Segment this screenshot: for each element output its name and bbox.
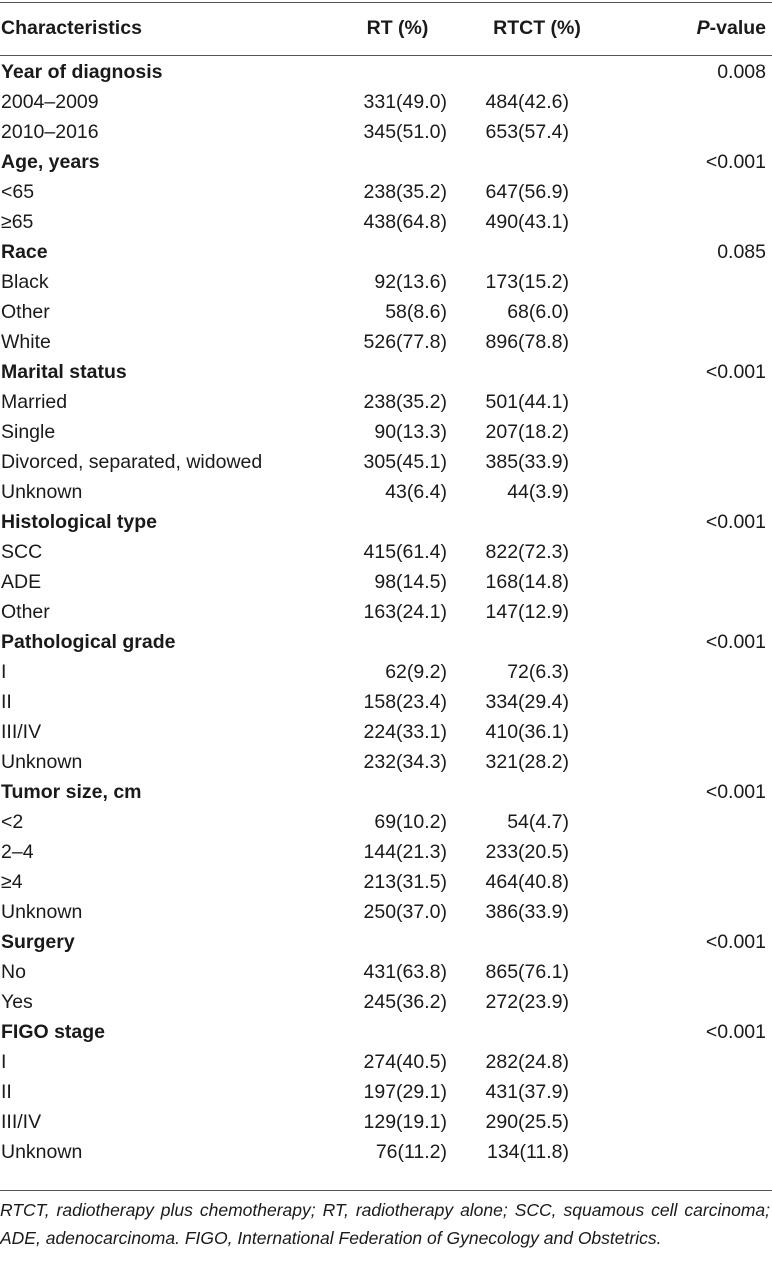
rt-value bbox=[336, 237, 459, 267]
table-row bbox=[0, 387, 772, 417]
rtct-value: 321(28.2) bbox=[485, 750, 569, 773]
row-label: Age, years bbox=[1, 150, 100, 173]
rtct-value bbox=[459, 927, 615, 957]
rtct-value bbox=[459, 507, 615, 537]
rtct-value: 134(11.8) bbox=[486, 1140, 569, 1163]
row-label: 2004–2009 bbox=[1, 90, 99, 113]
rtct-value bbox=[459, 55, 615, 87]
p-value bbox=[615, 597, 772, 627]
p-value bbox=[615, 117, 772, 147]
p-value: <0.001 bbox=[705, 930, 766, 953]
rt-value: 197(29.1) bbox=[363, 1080, 447, 1103]
table-row bbox=[0, 207, 772, 237]
rtct-value: 54(4.7) bbox=[507, 810, 569, 833]
rtct-value: 334(29.4) bbox=[485, 690, 569, 713]
rt-value: 58(8.6) bbox=[385, 300, 447, 323]
p-value bbox=[615, 747, 772, 777]
row-label: SCC bbox=[1, 540, 43, 563]
table-row bbox=[0, 837, 772, 867]
rt-value bbox=[336, 627, 459, 657]
p-value bbox=[615, 1077, 772, 1107]
p-value bbox=[615, 1137, 772, 1167]
row-label: 2–4 bbox=[1, 840, 34, 863]
rtct-value: 168(14.8) bbox=[485, 570, 569, 593]
rt-value: 238(35.2) bbox=[363, 390, 447, 413]
row-label: Surgery bbox=[1, 930, 75, 953]
table-row bbox=[0, 957, 772, 987]
table-row bbox=[0, 747, 772, 777]
table-row bbox=[0, 117, 772, 147]
p-value: 0.008 bbox=[717, 60, 766, 83]
rt-value: 43(6.4) bbox=[385, 480, 447, 503]
rtct-value bbox=[459, 237, 615, 267]
row-label: 2010–2016 bbox=[1, 120, 99, 143]
table-row bbox=[0, 477, 772, 507]
rt-value: 250(37.0) bbox=[363, 900, 447, 923]
p-value bbox=[615, 537, 772, 567]
section-row bbox=[0, 147, 772, 177]
row-label: I bbox=[1, 660, 7, 683]
rtct-value bbox=[459, 147, 615, 177]
row-label: Other bbox=[1, 300, 50, 323]
table-footnote: RTCT, radiotherapy plus chemotherapy; RT, radiotherapy alone; SCC, squamous cell carcinoma; ADE, adenocarcinoma. FIGO, International Federation of Gynecology and Obstetrics. bbox=[0, 1200, 770, 1248]
rt-value: 526(77.8) bbox=[363, 330, 447, 353]
rtct-value bbox=[459, 357, 615, 387]
p-value bbox=[615, 717, 772, 747]
row-label: Unknown bbox=[1, 480, 83, 503]
p-value bbox=[615, 687, 772, 717]
rt-value: 305(45.1) bbox=[363, 450, 447, 473]
table-row bbox=[0, 447, 772, 477]
row-label: Yes bbox=[1, 990, 33, 1013]
row-label: III/IV bbox=[1, 720, 42, 743]
table-row bbox=[0, 687, 772, 717]
rt-value bbox=[336, 927, 459, 957]
section-row bbox=[0, 627, 772, 657]
row-label: ADE bbox=[1, 570, 42, 593]
rtct-value: 501(44.1) bbox=[485, 390, 569, 413]
p-value bbox=[615, 807, 772, 837]
p-value bbox=[615, 657, 772, 687]
p-value bbox=[615, 387, 772, 417]
table-body bbox=[0, 55, 772, 1167]
row-label: Race bbox=[1, 240, 48, 263]
rtct-value: 865(76.1) bbox=[485, 960, 569, 983]
section-row bbox=[0, 507, 772, 537]
rtct-value: 68(6.0) bbox=[507, 300, 569, 323]
p-value bbox=[615, 87, 772, 117]
rt-value: 62(9.2) bbox=[385, 660, 447, 683]
table-row bbox=[0, 1107, 772, 1137]
table-row bbox=[0, 567, 772, 597]
rt-value: 431(63.8) bbox=[363, 960, 447, 983]
rt-value: 438(64.8) bbox=[363, 210, 447, 233]
table-row bbox=[0, 897, 772, 927]
rtct-value: 896(78.8) bbox=[485, 330, 569, 353]
row-label: Marital status bbox=[1, 360, 127, 383]
row-label: II bbox=[1, 1080, 12, 1103]
rtct-value: 431(37.9) bbox=[485, 1080, 569, 1103]
table-row bbox=[0, 267, 772, 297]
table-row bbox=[0, 1047, 772, 1077]
row-label: I bbox=[1, 1050, 7, 1073]
row-label: II bbox=[1, 690, 12, 713]
rtct-value bbox=[459, 627, 615, 657]
table-row bbox=[0, 297, 772, 327]
table-row bbox=[0, 807, 772, 837]
row-label: ≥65 bbox=[1, 210, 34, 233]
row-label: Other bbox=[1, 600, 50, 623]
table-row bbox=[0, 327, 772, 357]
section-row bbox=[0, 237, 772, 267]
row-label: <2 bbox=[1, 810, 24, 833]
rtct-value: 653(57.4) bbox=[485, 120, 569, 143]
rtct-value: 147(12.9) bbox=[485, 600, 569, 623]
table-row bbox=[0, 1137, 772, 1167]
rtct-value: 410(36.1) bbox=[485, 720, 569, 743]
rt-value: 69(10.2) bbox=[374, 810, 447, 833]
table-row bbox=[0, 987, 772, 1017]
header-p-italic: P bbox=[696, 17, 710, 39]
table-row bbox=[0, 87, 772, 117]
rt-value: 345(51.0) bbox=[363, 120, 447, 143]
table-row bbox=[0, 597, 772, 627]
row-label: Unknown bbox=[1, 900, 83, 923]
bottom-rule bbox=[0, 1190, 772, 1191]
row-label: Histological type bbox=[1, 510, 158, 533]
table-header-row bbox=[0, 2, 772, 55]
rt-value bbox=[336, 777, 459, 807]
p-value bbox=[615, 207, 772, 237]
p-value bbox=[615, 867, 772, 897]
table-row bbox=[0, 867, 772, 897]
rtct-value: 173(15.2) bbox=[485, 270, 569, 293]
p-value bbox=[615, 447, 772, 477]
p-value bbox=[615, 567, 772, 597]
row-label: Divorced, separated, widowed bbox=[1, 450, 263, 473]
p-value: <0.001 bbox=[705, 360, 766, 383]
p-value bbox=[615, 327, 772, 357]
rt-value: 98(14.5) bbox=[374, 570, 447, 593]
header-characteristics: Characteristics bbox=[1, 17, 142, 39]
p-value bbox=[615, 267, 772, 297]
p-value bbox=[615, 987, 772, 1017]
rt-value bbox=[336, 1017, 459, 1047]
rt-value: 158(23.4) bbox=[363, 690, 447, 713]
table-row bbox=[0, 1077, 772, 1107]
rt-value: 213(31.5) bbox=[363, 870, 447, 893]
row-label: Year of diagnosis bbox=[1, 60, 163, 83]
rtct-value: 464(40.8) bbox=[485, 870, 569, 893]
p-value bbox=[615, 957, 772, 987]
row-label: White bbox=[1, 330, 51, 353]
rtct-value: 272(23.9) bbox=[485, 990, 569, 1013]
row-label: Pathological grade bbox=[1, 630, 176, 653]
section-row bbox=[0, 1017, 772, 1047]
table-row bbox=[0, 417, 772, 447]
table-row bbox=[0, 177, 772, 207]
rtct-value: 490(43.1) bbox=[485, 210, 569, 233]
section-row bbox=[0, 927, 772, 957]
rt-value: 238(35.2) bbox=[363, 180, 447, 203]
p-value bbox=[615, 837, 772, 867]
header-p-value bbox=[615, 2, 772, 55]
characteristics-table bbox=[0, 2, 772, 1167]
table-row bbox=[0, 657, 772, 687]
rt-value: 232(34.3) bbox=[363, 750, 447, 773]
row-label: <65 bbox=[1, 180, 35, 203]
rtct-value: 207(18.2) bbox=[485, 420, 569, 443]
p-value bbox=[615, 417, 772, 447]
p-value bbox=[615, 297, 772, 327]
rt-value: 331(49.0) bbox=[363, 90, 447, 113]
row-label: III/IV bbox=[1, 1110, 42, 1133]
rtct-value: 822(72.3) bbox=[485, 540, 569, 563]
rtct-value: 647(56.9) bbox=[485, 180, 569, 203]
rt-value bbox=[336, 357, 459, 387]
row-label: Unknown bbox=[1, 1140, 83, 1163]
section-row bbox=[0, 777, 772, 807]
p-value bbox=[615, 1047, 772, 1077]
p-value bbox=[615, 897, 772, 927]
rtct-value bbox=[459, 1017, 615, 1047]
p-value: <0.001 bbox=[705, 780, 766, 803]
row-label: Tumor size, cm bbox=[1, 780, 142, 803]
p-value: <0.001 bbox=[705, 510, 766, 533]
rt-value: 274(40.5) bbox=[363, 1050, 447, 1073]
section-row bbox=[0, 357, 772, 387]
row-label: Black bbox=[1, 270, 49, 293]
header-rtct: RTCT (%) bbox=[493, 17, 581, 39]
rt-value: 224(33.1) bbox=[363, 720, 447, 743]
rtct-value: 72(6.3) bbox=[507, 660, 569, 683]
rt-value: 92(13.6) bbox=[374, 270, 447, 293]
row-label: Unknown bbox=[1, 750, 83, 773]
rtct-value bbox=[459, 777, 615, 807]
p-value: 0.085 bbox=[717, 240, 766, 263]
row-label: No bbox=[1, 960, 26, 983]
table-row bbox=[0, 717, 772, 747]
rtct-value: 385(33.9) bbox=[485, 450, 569, 473]
p-value: <0.001 bbox=[705, 630, 766, 653]
p-value bbox=[615, 477, 772, 507]
rtct-value: 290(25.5) bbox=[485, 1110, 569, 1133]
p-value: <0.001 bbox=[705, 150, 766, 173]
rtct-value: 233(20.5) bbox=[485, 840, 569, 863]
rt-value: 76(11.2) bbox=[375, 1140, 447, 1163]
rtct-value: 282(24.8) bbox=[485, 1050, 569, 1073]
header-p-rest: -value bbox=[709, 17, 766, 39]
rt-value bbox=[336, 55, 459, 87]
rtct-value: 484(42.6) bbox=[485, 90, 569, 113]
rt-value: 245(36.2) bbox=[363, 990, 447, 1013]
table-row bbox=[0, 537, 772, 567]
rt-value: 144(21.3) bbox=[363, 840, 447, 863]
rt-value: 163(24.1) bbox=[363, 600, 447, 623]
rt-value bbox=[336, 147, 459, 177]
row-label: Single bbox=[1, 420, 56, 443]
row-label: FIGO stage bbox=[1, 1020, 106, 1043]
rt-value: 90(13.3) bbox=[374, 420, 447, 443]
p-value: <0.001 bbox=[705, 1020, 766, 1043]
rt-value: 415(61.4) bbox=[363, 540, 447, 563]
row-label: ≥4 bbox=[1, 870, 23, 893]
p-value bbox=[615, 177, 772, 207]
section-row bbox=[0, 55, 772, 87]
rtct-value: 44(3.9) bbox=[507, 480, 569, 503]
header-rt: RT (%) bbox=[366, 17, 429, 39]
rtct-value: 386(33.9) bbox=[485, 900, 569, 923]
row-label: Married bbox=[1, 390, 68, 413]
p-value bbox=[615, 1107, 772, 1137]
rt-value: 129(19.1) bbox=[363, 1110, 447, 1133]
rt-value bbox=[336, 507, 459, 537]
